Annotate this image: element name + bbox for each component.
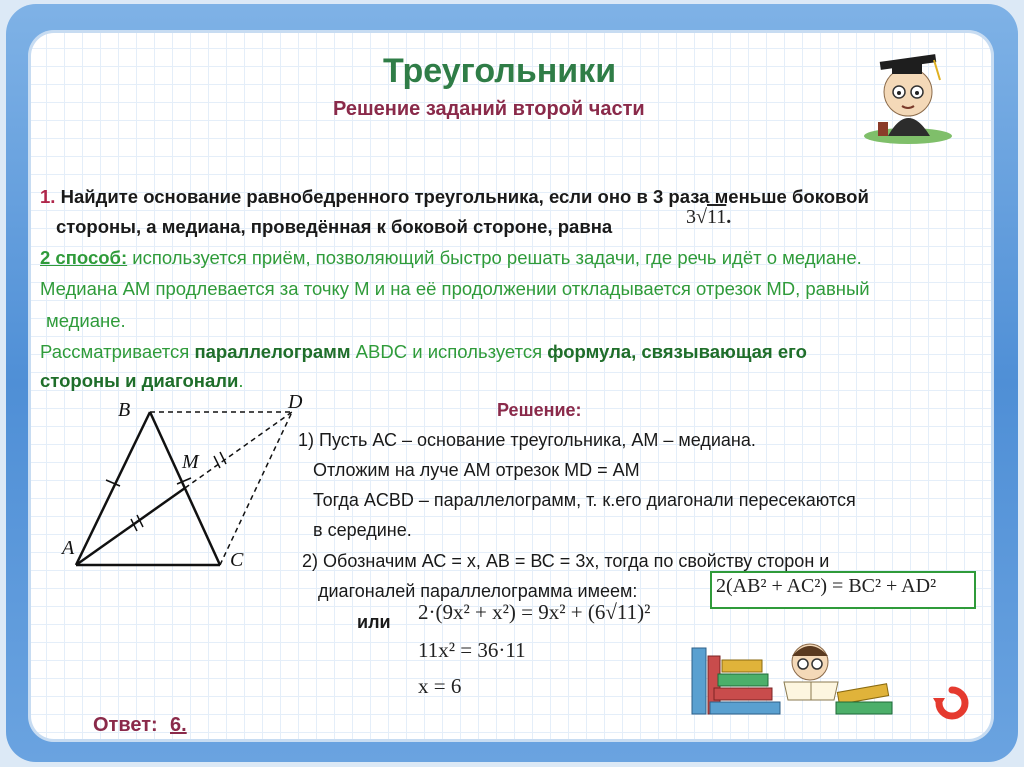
slide-subtitle: Решение заданий второй части (333, 98, 645, 120)
method-text-1: используется приём, позволяющий быстро решать задачи, где речь идёт о медиане. (127, 247, 862, 268)
solution-step-2: Отложим на луче АМ отрезок MD = АМ (313, 460, 640, 480)
method-period: . (238, 370, 244, 391)
tick-md-2 (220, 452, 226, 464)
slide-title: Треугольники (383, 52, 617, 90)
method-line-1 (40, 247, 862, 269)
task-period: . (726, 206, 732, 228)
ili-label: или (357, 612, 391, 632)
label-m: M (182, 451, 199, 473)
boxed-formula: 2(AB² + AC²) = BC² + AD² (716, 575, 937, 597)
dashed-md (185, 412, 292, 488)
triangle-diagram (60, 392, 320, 582)
solution-step-5: 2) Обозначим АС = х, АВ = ВС = 3х, тогда по свойству сторон и (302, 551, 830, 571)
median-coef: 3 (686, 206, 696, 228)
solution-step-3: Тогда ACBD – параллелограмм, т. к.его диагонали пересекаются (313, 490, 856, 510)
solution-step-6: диагоналей параллелограмма имеем: (318, 581, 638, 601)
dashed-cd (220, 412, 292, 565)
sides-diagonals-term: стороны и диагонали (40, 370, 239, 391)
task-text-2: стороны, а медиана, проведённая к боковой стороне, равна (56, 216, 613, 237)
task-line-1 (40, 186, 869, 208)
solution-step-1: 1) Пусть АС – основание треугольника, АМ – медиана. (298, 430, 756, 450)
side-ab (76, 412, 150, 565)
method-text-4c: ABDC и используется (350, 341, 548, 362)
method-line-4 (40, 341, 807, 363)
parallelogram-term: параллелограмм (194, 341, 351, 362)
answer-value: 6. (170, 714, 187, 736)
sqrt-icon: √ (696, 206, 707, 228)
median-am (76, 488, 185, 565)
books-reader-icon (688, 630, 898, 720)
method-label: 2 способ: (40, 247, 128, 268)
formula-1: 2·(9x² + x²) = 9x² + (6√11)² (418, 600, 651, 624)
formula-3: x = 6 (418, 674, 462, 698)
method-line-5 (40, 370, 244, 392)
formula-2: 11x² = 36·11 (418, 638, 526, 662)
method-text-3: медиане. (46, 310, 126, 331)
label-a: A (62, 537, 75, 559)
method-text-4a: Рассматривается (40, 341, 195, 362)
task-number: 1. (40, 186, 56, 207)
answer-label: Ответ: (93, 714, 158, 736)
label-b: B (118, 399, 131, 421)
back-arrow-icon[interactable] (933, 684, 971, 722)
professor-icon (858, 40, 968, 150)
solution-heading: Решение: (497, 400, 582, 420)
task-text-1: Найдите основание равнобедренного треугольника, если оно в 3 раза меньше боковой (60, 186, 869, 207)
median-value (686, 206, 731, 229)
solution-step-4: в середине. (313, 520, 412, 540)
tick-bc (177, 478, 191, 484)
method-text-2: Медиана АМ продлевается за точку М и на её продолжении откладывается отрезок MD, равный (40, 278, 870, 299)
median-root: 11 (706, 206, 727, 228)
formula-term: формула, связывающая его (547, 341, 807, 362)
label-d: D (288, 392, 303, 413)
label-c: C (230, 549, 244, 571)
